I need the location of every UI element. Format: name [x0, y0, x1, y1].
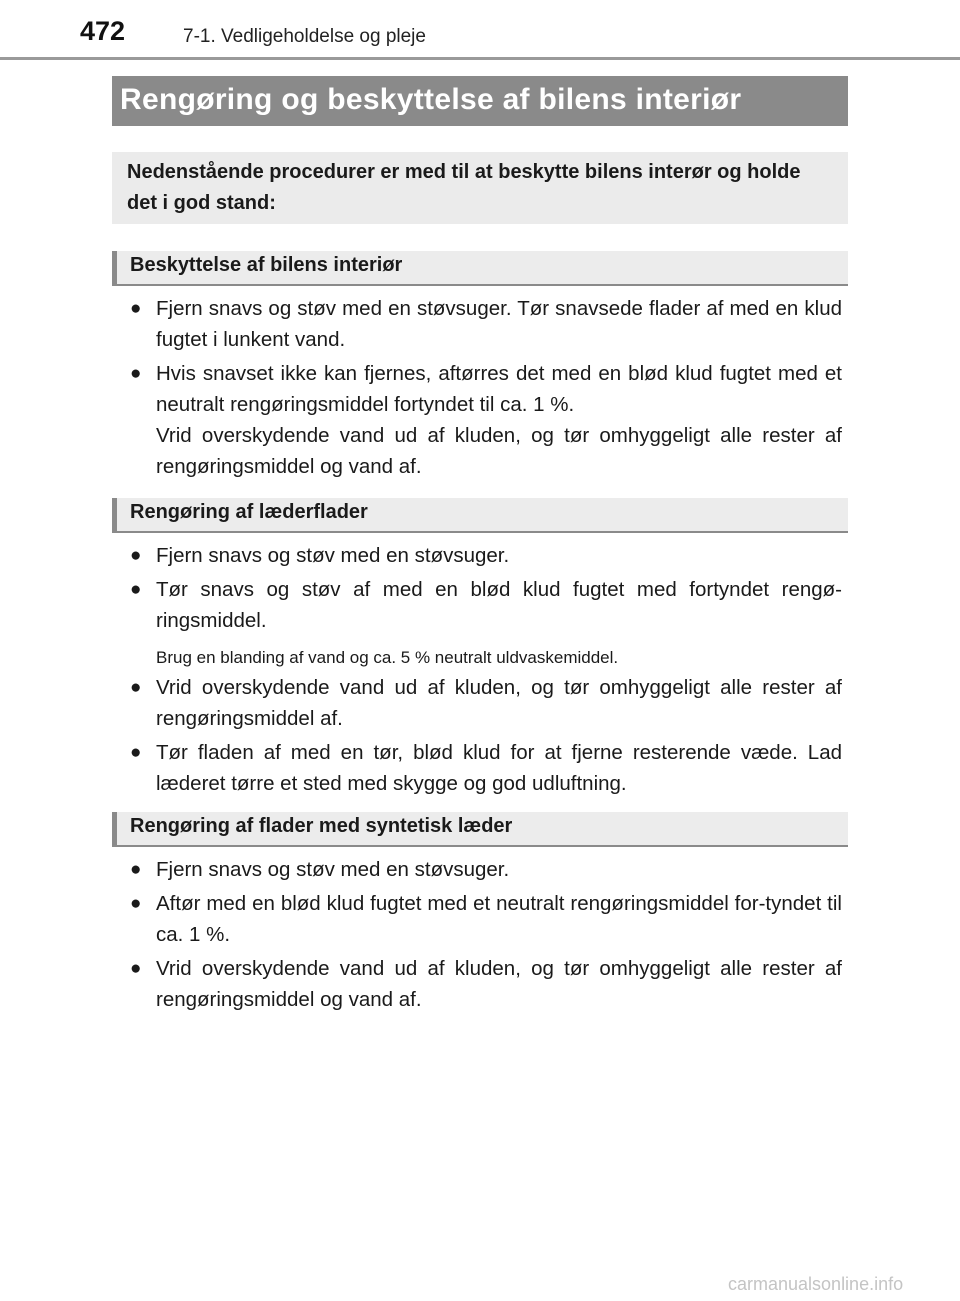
list-leather-cleaning	[130, 540, 842, 802]
header-rule	[0, 57, 960, 60]
item-text: Vrid overskydende vand ud af kluden, og tør omhyggeligt alle rester af rengøringsmiddel og vand af.	[156, 957, 842, 1011]
list-synthetic-leather	[130, 854, 842, 1018]
bullet-icon: ●	[130, 893, 142, 914]
bullet-icon: ●	[130, 298, 142, 319]
item-text: Tør snavs og støv af med en blød klud fugtet med fortyndet rengø-ringsmiddel.	[156, 578, 842, 632]
list-item	[130, 953, 842, 1015]
list-item	[130, 854, 842, 885]
list-item	[130, 888, 842, 950]
bullet-icon: ●	[130, 545, 142, 566]
list-item	[130, 672, 842, 734]
list-interior-protection	[130, 293, 842, 485]
list-item	[130, 293, 842, 355]
list-item	[130, 358, 842, 420]
bullet-icon: ●	[130, 579, 142, 600]
item-text: Tør fladen af med en tør, blød klud for at fjerne resterende væde. Lad læderet tørre et sted med skygge og god udluftning.	[156, 741, 842, 795]
bullet-icon: ●	[130, 859, 142, 880]
item-text: Aftør med en blød klud fugtet med et neutralt rengøringsmiddel for-tyndet til ca. 1 %.	[156, 892, 842, 946]
bullet-icon: ●	[130, 677, 142, 698]
section-heading-leather-cleaning: Rengøring af læderflader	[112, 498, 848, 533]
intro-box: Nedenstående procedurer er med til at beskytte bilens interør og holde det i god stand:	[112, 152, 848, 224]
item-text: Hvis snavset ikke kan fjernes, aftørres det med en blød klud fugtet med et neutralt rengøringsmiddel fortyndet til ca. 1 %.	[156, 362, 842, 416]
bullet-icon: ●	[130, 958, 142, 979]
item-text: Vrid overskydende vand ud af kluden, og tør omhyggeligt alle rester af rengøringsmiddel af.	[156, 676, 842, 730]
list-item	[130, 737, 842, 799]
item-note: Brug en blanding af vand og ca. 5 % neutralt uldvaskemiddel.	[156, 648, 619, 667]
page-header	[0, 0, 960, 62]
list-item	[130, 574, 842, 636]
bullet-icon: ●	[130, 742, 142, 763]
item-text: Vrid overskydende vand ud af kluden, og tør omhyggeligt alle rester af rengøringsmiddel og vand af.	[156, 424, 842, 478]
watermark: carmanualsonline.info	[728, 1274, 904, 1294]
section-title: 7-1. Vedligeholdelse og pleje	[183, 26, 426, 47]
section-heading-interior-protection: Beskyttelse af bilens interiør	[112, 251, 848, 286]
bullet-icon: ●	[130, 363, 142, 384]
item-text: Fjern snavs og støv med en støvsuger. Tør snavsede flader af med en klud fugtet i lunkent vand.	[156, 297, 842, 351]
page-title: Rengøring og beskyttelse af bilens interiør	[112, 76, 848, 126]
item-text: Fjern snavs og støv med en støvsuger.	[156, 544, 510, 567]
item-text: Fjern snavs og støv med en støvsuger.	[156, 858, 510, 881]
page-number: 472	[80, 16, 126, 46]
section-heading-synthetic-leather: Rengøring af flader med syntetisk læder	[112, 812, 848, 847]
list-item	[130, 540, 842, 571]
list-item-continuation	[130, 420, 842, 482]
